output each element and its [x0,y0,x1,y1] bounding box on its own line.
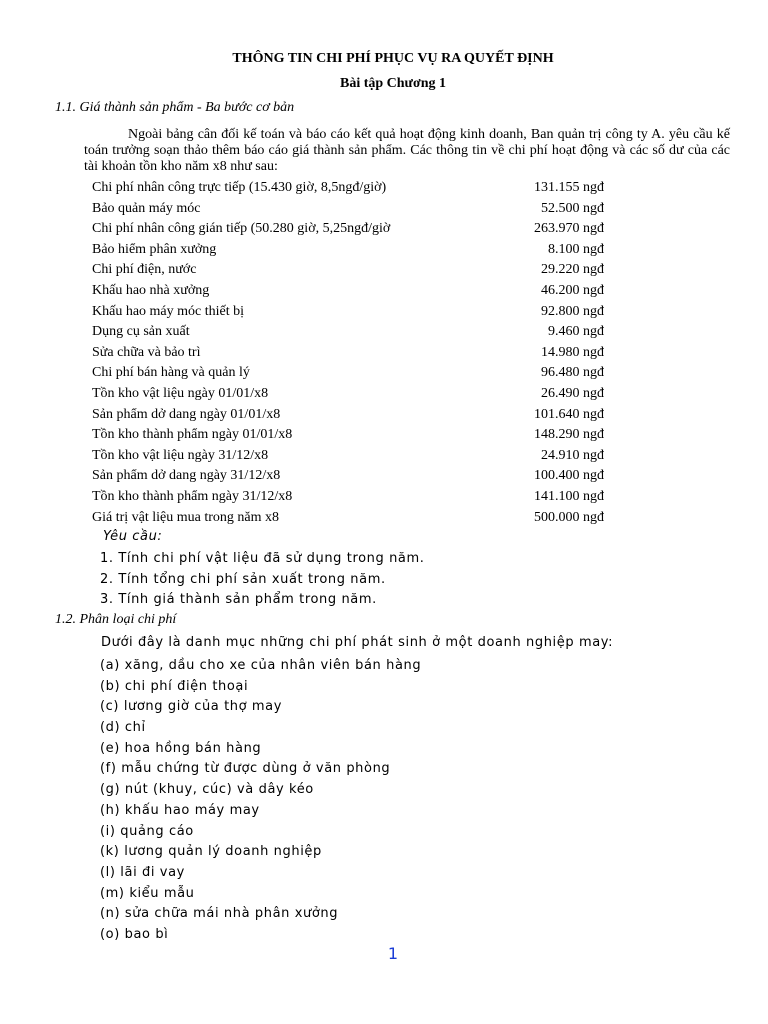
cost-row [92,487,612,508]
document-subtitle: Bài tập Chương 1 [339,76,446,91]
requirements-title: Yêu cầu: [103,529,163,544]
requirement-item: 1. Tính chi phí vật liệu đã sử dụng trong năm. [100,551,425,566]
cost-label: Tồn kho vật liệu ngày 01/01/x8 [92,385,269,401]
cost-row [92,343,612,364]
cost-label: Sửa chữa và bảo trì [92,344,201,360]
cost-value: 131.155 ngđ [534,180,604,195]
cost-item: (c) lương giờ của thợ may [100,699,283,715]
cost-label: Tồn kho thành phẩm ngày 01/01/x8 [92,427,293,443]
cost-value: 46.200 ngđ [541,282,604,298]
cost-row [92,405,612,426]
cost-row [92,446,612,467]
cost-label: Bảo quản máy móc [92,200,201,216]
cost-item: (e) hoa hồng bán hàng [100,740,262,756]
cost-value: 9.460 ngđ [548,324,604,340]
cost-value: 96.480 ngđ [541,365,604,381]
requirement-item: 2. Tính tổng chi phí sản xuất trong năm. [100,571,386,587]
cost-value: 101.640 ngđ [534,406,604,422]
cost-value: 8.100 ngđ [548,241,604,257]
cost-label: Chi phí điện, nước [92,262,197,278]
cost-value: 14.980 ngđ [541,344,604,360]
section-2-intro: Dưới đây là danh mục những chi phí phát sinh ở một doanh nghiệp may: [101,635,614,650]
cost-row [92,384,612,405]
section-1-heading: 1.1. Giá thành sản phẩm - Ba bước cơ bản [55,100,295,115]
cost-item: (i) quảng cáo [100,823,194,839]
cost-label: Chi phí nhân công trực tiếp (15.430 giờ, 8,5ngđ/giờ) [92,180,387,195]
cost-label: Chi phí nhân công gián tiếp (50.280 giờ, 5,25ngđ/giờ [92,221,391,237]
requirement-item: 3. Tính giá thành sản phẩm trong năm. [100,592,377,607]
cost-row [92,466,612,487]
cost-row [92,425,612,446]
cost-row [92,260,612,281]
cost-row [92,281,612,302]
cost-label: Tồn kho thành phẩm ngày 31/12/x8 [92,488,293,504]
cost-label: Giá trị vật liệu mua trong năm x8 [92,509,280,525]
cost-label: Sản phẩm dở dang ngày 01/01/x8 [92,406,281,422]
cost-label: Bảo hiểm phân xưởng [92,241,217,257]
cost-row [92,302,612,323]
cost-item: (d) chỉ [100,720,146,736]
cost-row [92,322,612,343]
cost-item: (k) lương quản lý doanh nghiệp [100,844,322,860]
cost-row [92,240,612,261]
cost-row [92,219,612,240]
cost-item: (h) khấu hao máy may [100,802,260,818]
cost-item: (o) bao bì [100,926,169,942]
document-title: THÔNG TIN CHI PHÍ PHỤC VỤ RA QUYẾT ĐỊNH [232,51,554,66]
cost-label: Khấu hao máy móc thiết bị [92,303,245,319]
page-number: 1 [387,944,399,963]
cost-value: 148.290 ngđ [534,427,604,443]
cost-value: 500.000 ngđ [534,509,604,525]
cost-item: (f) mẫu chứng từ được dùng ở văn phòng [100,761,391,777]
cost-item: (l) lãi đi vay [100,864,185,880]
section-1-paragraph-text: Ngoài bảng cân đối kế toán và báo cáo kết quả hoạt động kinh doanh, Ban quản trị công ty A. yêu cầu kế toán trưởng soạn thảo thêm báo cáo giá thành sản phẩm. Các thông tin về chi phí hoạt động và các số dư của các tài khoản tồn kho năm x8 như sau: [84,127,730,174]
cost-row [92,199,612,220]
cost-label: Chi phí bán hàng và quản lý [92,365,250,381]
cost-row [92,363,612,384]
cost-list [92,178,612,528]
cost-value: 29.220 ngđ [541,262,604,278]
cost-label: Sản phẩm dở dang ngày 31/12/x8 [92,468,281,484]
cost-value: 263.970 ngđ [534,221,604,237]
cost-label: Khấu hao nhà xưởng [92,282,210,298]
section-2-heading: 1.2. Phân loại chi phí [55,612,177,627]
requirements-list [100,549,425,611]
cost-item: (m) kiểu mẫu [100,885,195,901]
cost-item: (a) xăng, dầu cho xe của nhân viên bán hàng [100,658,422,673]
cost-item: (g) nút (khuy, cúc) và dây kéo [100,782,314,798]
cost-label: Dụng cụ sản xuất [92,324,190,340]
cost-value: 26.490 ngđ [541,385,604,401]
cost-row [92,178,612,199]
section-1-paragraph [84,127,730,175]
cost-value: 141.100 ngđ [534,488,604,504]
cost-row [92,508,612,529]
cost-value: 100.400 ngđ [534,468,604,484]
cost-label: Tồn kho vật liệu ngày 31/12/x8 [92,447,269,463]
cost-value: 92.800 ngđ [541,303,604,319]
cost-item: (b) chi phí điện thoại [100,678,249,694]
cost-value: 52.500 ngđ [541,200,604,216]
cost-value: 24.910 ngđ [541,447,604,463]
cost-items-list [100,656,421,946]
cost-item: (n) sửa chữa mái nhà phân xưởng [100,906,339,922]
